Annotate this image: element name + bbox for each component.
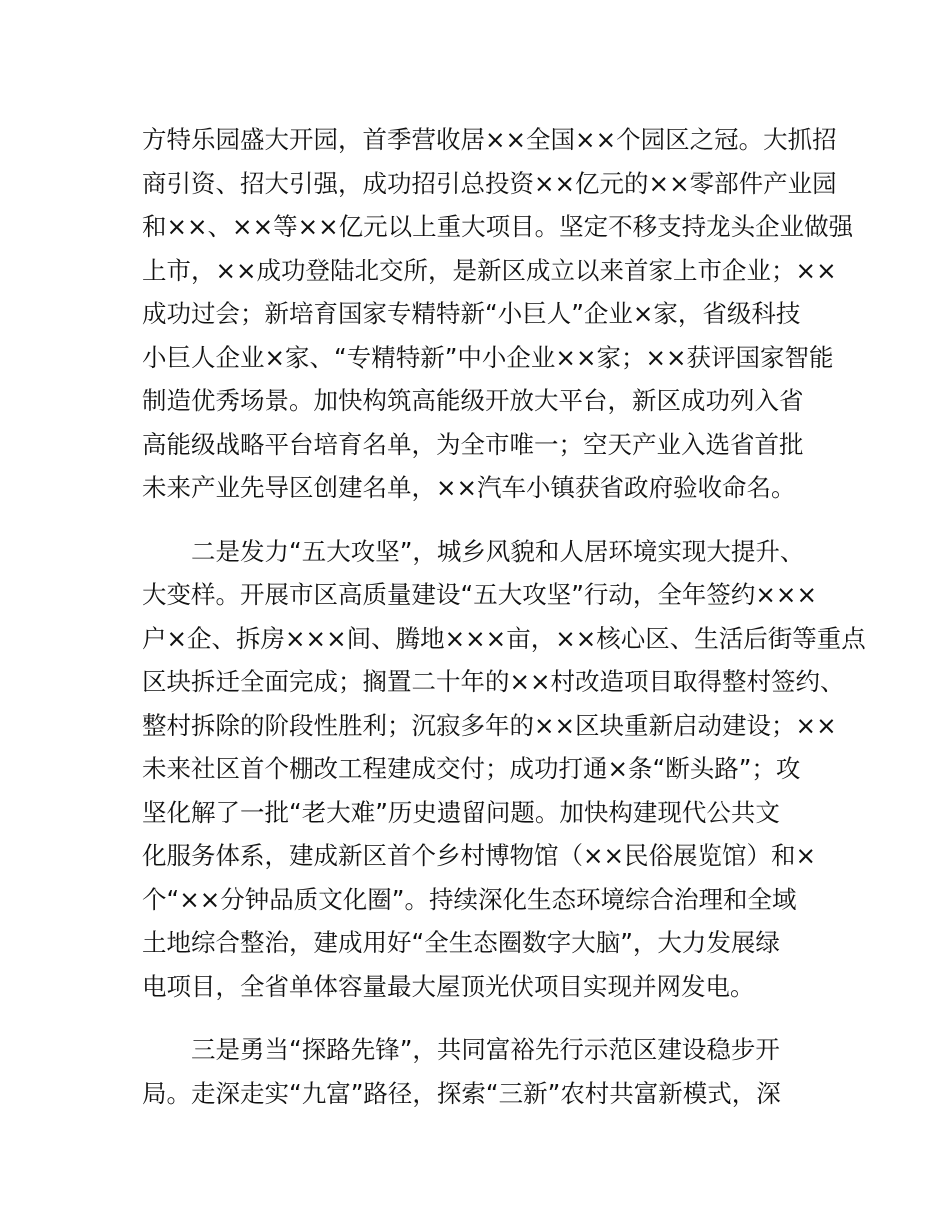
paragraph-line: 个“××分钟品质文化圈”。持续深化生态环境综合治理和全域 xyxy=(142,884,797,914)
paragraph-line: 上市，××成功登陆北交所，是新区成立以来首家上市企业；×× xyxy=(142,255,837,285)
paragraph-line: 三是勇当“探路先锋”，共同富裕先行示范区建设稳步开 xyxy=(191,1035,780,1064)
paragraph-line: 化服务体系，建成新区首个乡村博物馆（××民俗展览馆）和× xyxy=(142,841,817,870)
paragraph-line: 未来产业先导区创建名单，××汽车小镇获省政府验收命名。 xyxy=(142,473,796,502)
paragraph-line: 制造优秀场景。加快构筑高能级开放大平台，新区成功列入省 xyxy=(142,386,804,415)
paragraph-line: 商引资、招大引强，成功招引总投资××亿元的××零部件产业园 xyxy=(142,168,837,198)
document-body xyxy=(142,118,866,1115)
paragraph-line: 整村拆除的阶段性胜利；沉寂多年的××区块重新启动建设；×× xyxy=(142,710,837,740)
paragraph-line: 电项目，全省单体容量最大屋顶光伏项目实现并网发电。 xyxy=(142,971,755,1001)
paragraph-line: 成功过会；新培育国家专精特新“小巨人”企业×家，省级科技 xyxy=(142,299,801,328)
paragraph-line: 户×企、拆房×××间、腾地×××亩，××核心区、生活后街等重点 xyxy=(142,623,866,653)
paragraph-line: 小巨人企业×家、“专精特新”中小企业××家；××获评国家智能 xyxy=(142,342,834,372)
paragraph-line: 区块拆迁全面完成；搁置二十年的××村改造项目取得整村签约、 xyxy=(142,667,845,696)
paragraph-line: 二是发力“五大攻坚”，城乡风貌和人居环境实现大提升、 xyxy=(191,536,805,566)
paragraph-spacer xyxy=(142,1008,822,1028)
paragraph-line: 土地综合整治，建成用好“全生态圈数字大脑”，大力发展绿 xyxy=(142,928,780,957)
paragraph-2 xyxy=(142,530,866,1009)
paragraph-line: 方特乐园盛大开园，首季营收居××全国××个园区之冠。大抓招 xyxy=(142,125,837,154)
paragraph-spacer xyxy=(142,510,822,530)
paragraph-line: 坚化解了一批“老大难”历史遗留问题。加快构建现代公共文 xyxy=(142,797,780,827)
paragraph-line: 未来社区首个棚改工程建成交付；成功打通×条“断头路”；攻 xyxy=(142,754,801,783)
paragraph-line: 局。走深走实“九富”路径，探索“三新”农村共富新模式，深 xyxy=(142,1078,781,1108)
paragraph-line: 和××、××等××亿元以上重大项目。坚定不移支持龙头企业做强 xyxy=(142,212,854,241)
paragraph-3 xyxy=(142,1028,822,1115)
paragraph-line: 高能级战略平台培育名单，为全市唯一；空天产业入选省首批 xyxy=(142,429,804,459)
paragraph-line: 大变样。开展市区高质量建设“五大攻坚”行动，全年签约××× xyxy=(142,580,817,609)
paragraph-1 xyxy=(142,118,854,510)
